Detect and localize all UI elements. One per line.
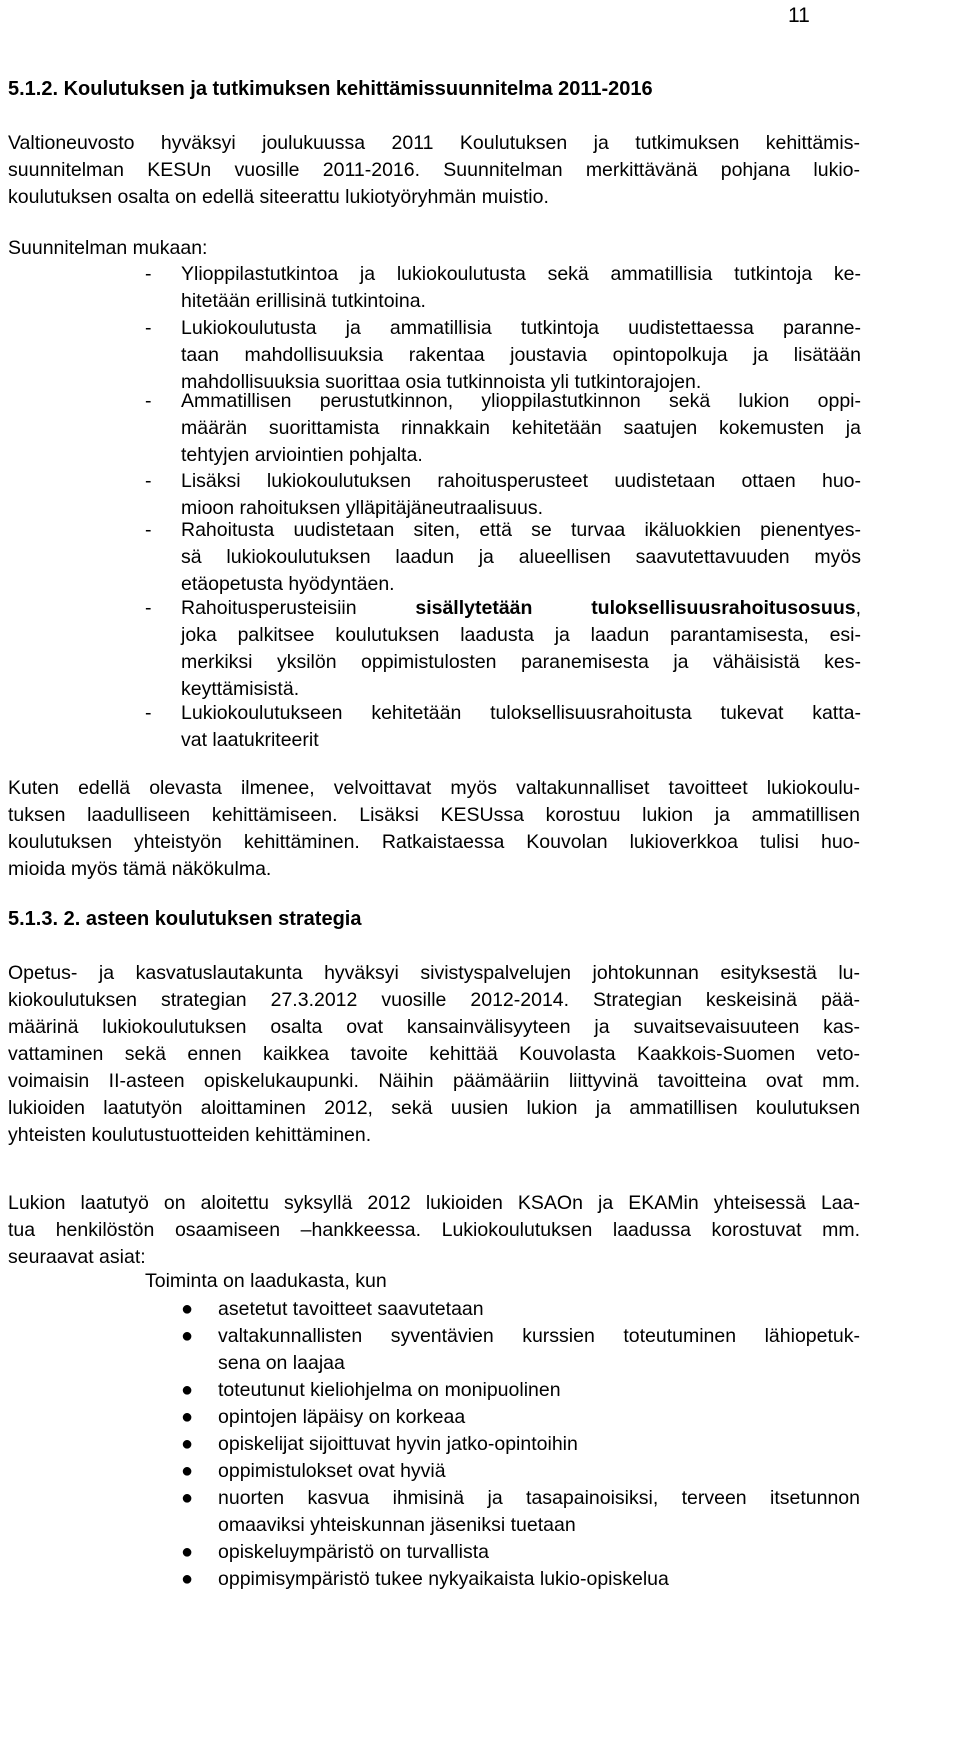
text-line: vattaminen sekä ennen kaikkea tavoite kehittää Kouvolasta Kaakkois-Suomen veto-	[8, 1043, 860, 1065]
quality-paragraph	[8, 1190, 860, 1271]
text-line: valtakunnallisten syventävien kurssien toteutuminen lähiopetuk-	[218, 1325, 860, 1347]
text-line: nuorten kasvua ihmisinä ja tasapainoisiksi, terveen itsetunnon	[218, 1487, 860, 1509]
text-line: taan mahdollisuuksia rakentaa joustavia opintopolkuja ja lisätään	[181, 344, 861, 366]
bullet-marker: ●	[181, 1406, 194, 1428]
text-line: Lisäksi lukiokoulutuksen rahoitusperusteet uudistetaan ottaen huo-	[181, 470, 861, 492]
dash-marker: -	[145, 702, 152, 724]
text-line: tuksen laadulliseen kehittämiseen. Lisäksi KESUssa korostuu lukion ja ammatillisen	[8, 804, 860, 826]
dash-marker: -	[145, 263, 152, 285]
text-line: määrän suorittamista rinnakkain kehitetään saatujen kokemusten ja	[181, 417, 861, 439]
text-line: mioon rahoituksen ylläpitäjäneutraalisuus.	[181, 497, 544, 519]
bullet-marker: ●	[181, 1568, 194, 1590]
text-line: kiokoulutuksen strategian 27.3.2012 vuosille 2012-2014. Strategian keskeisinä pää-	[8, 989, 860, 1011]
text-line: Ylioppilastutkintoa ja lukiokoulutusta sekä ammatillisia tutkintoja ke-	[181, 263, 861, 285]
text-line: etäopetusta hyödyntäen.	[181, 573, 395, 595]
dash-marker: -	[145, 470, 152, 492]
emphasis-text: sisällytetään tuloksellisuusrahoitusosuus	[415, 597, 856, 619]
text-line: tua henkilöstön osaamiseen –hankkeessa. Lukiokoulutuksen laadussa korostuvat mm.	[8, 1219, 860, 1241]
bullet-marker: ●	[181, 1487, 194, 1509]
bullet-marker: ●	[181, 1460, 194, 1482]
text-run: Rahoitusperusteisiin	[181, 597, 416, 619]
text-line: koulutuksen osalta on edellä siteerattu lukiotyöryhmän muistio.	[8, 186, 549, 208]
text-line: voimaisin II-asteen opiskelukaupunki. Näihin päämääriin liittyvinä tavoitteina ovat mm.	[8, 1070, 860, 1092]
section-heading-kesu: 5.1.2. Koulutuksen ja tutkimuksen kehittämissuunnitelma 2011-2016	[8, 78, 653, 100]
kesu-intro-paragraph	[8, 130, 860, 211]
text-line: Lukiokoulutukseen kehitetään tuloksellisuusrahoitusta tukevat katta-	[181, 702, 861, 724]
text-line: suunnitelman KESUn vuosille 2011-2016. Suunnitelman merkittävänä pohjana lukio-	[8, 159, 860, 181]
sub-intro: Toiminta on laadukasta, kun	[145, 1270, 387, 1292]
text-line: yhteisten koulutustuotteiden kehittäminen.	[8, 1124, 372, 1146]
text-line: oppimistulokset ovat hyviä	[218, 1460, 446, 1482]
text-line: Ammatillisen perustutkinnon, ylioppilastutkinnon sekä lukion oppi-	[181, 390, 861, 412]
text-line: merkiksi yksilön oppimistulosten paranemisesta ja vähäisistä kes-	[181, 651, 861, 673]
text-line: toteutunut kieliohjelma on monipuolinen	[218, 1379, 561, 1401]
text-line: vat laatukriteerit	[181, 729, 319, 751]
text-line: lukioiden laatutyön aloittaminen 2012, sekä uusien lukion ja ammatillisen koulutuksen	[8, 1097, 860, 1119]
text-line: opiskeluympäristö on turvallista	[218, 1541, 489, 1563]
dash-marker: -	[145, 597, 152, 619]
text-line: Lukion laatutyö on aloitettu syksyllä 2012 lukioiden KSAOn ja EKAMin yhteisessä Laa-	[8, 1192, 860, 1214]
text-line: määrinä lukiokoulutuksen osalta ovat kansainvälisyyteen ja suvaitsevaisuuteen kas-	[8, 1016, 860, 1038]
text-line: Kuten edellä olevasta ilmenee, velvoittavat myös valtakunnalliset tavoitteet lukiokoulu-	[8, 777, 860, 799]
text-line: opintojen läpäisy on korkeaa	[218, 1406, 466, 1428]
text-line: koulutuksen yhteistyön kehittäminen. Ratkaistaessa Kouvolan lukioverkkoa tulisi huo-	[8, 831, 860, 853]
text-line: seuraavat asiat:	[8, 1246, 146, 1268]
page-number: 11	[788, 4, 810, 27]
text-line: joka palkitsee koulutuksen laadusta ja laadun parantamisesta, esi-	[181, 624, 861, 646]
bullet-marker: ●	[181, 1433, 194, 1455]
text-line: keyttämisistä.	[181, 678, 300, 700]
text-line: asetetut tavoitteet saavutetaan	[218, 1298, 484, 1320]
text-line: Opetus- ja kasvatuslautakunta hyväksyi sivistyspalvelujen johtokunnan esityksestä lu-	[8, 962, 860, 984]
text-line	[181, 595, 861, 622]
text-line: omaaviksi yhteiskunnan jäseniksi tuetaan	[218, 1514, 576, 1536]
text-line: Lukiokoulutusta ja ammatillisia tutkintoja uudistettaessa paranne-	[181, 317, 861, 339]
kesu-conclusion-paragraph	[8, 775, 860, 883]
bullet-marker: ●	[181, 1379, 194, 1401]
text-line: mahdollisuuksia suorittaa osia tutkinnoista yli tutkintorajojen.	[181, 371, 702, 393]
bullet-marker: ●	[181, 1325, 194, 1347]
text-run: ,	[855, 597, 861, 619]
text-line: Rahoitusta uudistetaan siten, että se turvaa ikäluokkien pienentyes-	[181, 519, 861, 541]
section-heading-strategy: 5.1.3. 2. asteen koulutuksen strategia	[8, 908, 362, 930]
list-intro: Suunnitelman mukaan:	[8, 237, 208, 259]
text-line: mioida myös tämä näkökulma.	[8, 858, 272, 880]
strategy-paragraph	[8, 960, 860, 1149]
bullet-marker: ●	[181, 1298, 194, 1320]
dash-marker: -	[145, 519, 152, 541]
text-line: oppimisympäristö tukee nykyaikaista lukio-opiskelua	[218, 1568, 669, 1590]
bullet-marker: ●	[181, 1541, 194, 1563]
text-line: tehtyjen arviointien pohjalta.	[181, 444, 423, 466]
dash-marker: -	[145, 317, 152, 339]
text-line: opiskelijat sijoittuvat hyvin jatko-opintoihin	[218, 1433, 578, 1455]
text-line: sä lukiokoulutuksen laadun ja alueellisen saavutettavuuden myös	[181, 546, 861, 568]
text-line: Valtioneuvosto hyväksyi joulukuussa 2011 Koulutuksen ja tutkimuksen kehittämis-	[8, 132, 860, 154]
text-line: hitetään erillisinä tutkintoina.	[181, 290, 426, 312]
text-line: sena on laajaa	[218, 1352, 345, 1374]
dash-marker: -	[145, 390, 152, 412]
